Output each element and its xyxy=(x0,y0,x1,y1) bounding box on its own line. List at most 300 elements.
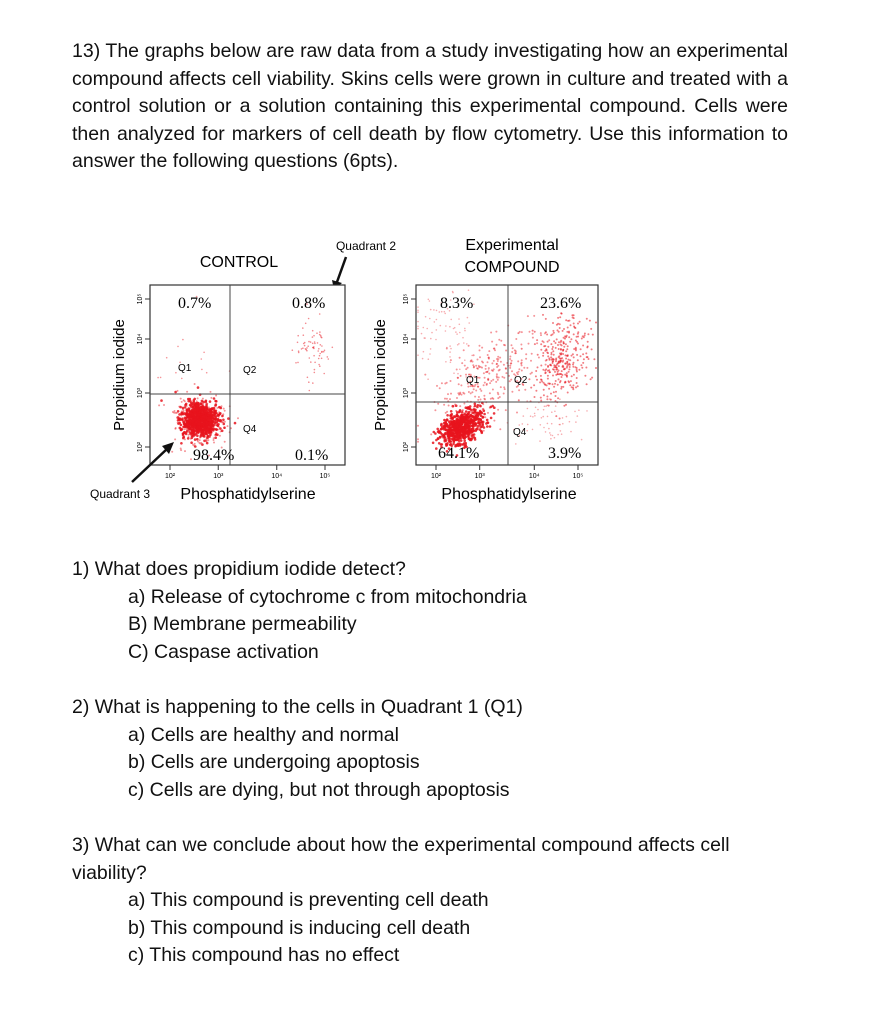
control-pct-q4: 0.1% xyxy=(295,447,329,464)
experimental-cell-event xyxy=(466,432,469,435)
control-cell-event xyxy=(222,421,224,423)
experimental-cell-event xyxy=(511,344,513,346)
experimental-axis-y-tick-label: 10⁵ xyxy=(403,293,410,305)
experimental-cell-event xyxy=(543,389,545,391)
experimental-cell-event xyxy=(453,372,455,374)
experimental-cell-event xyxy=(458,411,461,414)
experimental-pct-q3: 64.1% xyxy=(438,445,480,462)
experimental-cell-event xyxy=(588,358,590,360)
experimental-cell-event xyxy=(547,375,549,377)
experimental-cell-event xyxy=(518,389,520,391)
experimental-cell-event xyxy=(499,396,501,398)
experimental-cell-event xyxy=(496,373,498,375)
control-cell-event xyxy=(180,449,182,451)
control-cell-event xyxy=(295,362,297,364)
experimental-cell-event xyxy=(567,355,569,357)
experimental-cell-event xyxy=(580,364,582,366)
experimental-cell-event xyxy=(477,411,479,413)
experimental-axis-x-tick-label: 10⁵ xyxy=(572,473,584,480)
control-cell-event xyxy=(305,348,307,350)
control-cell-event xyxy=(197,412,199,414)
control-cell-event xyxy=(222,419,225,422)
control-cell-event xyxy=(312,347,314,349)
control-cell-event xyxy=(298,350,300,352)
control-cell-event xyxy=(323,373,325,375)
experimental-cell-event xyxy=(511,391,513,393)
experimental-cell-event xyxy=(425,316,427,318)
control-axis-x-tick-label: 10⁵ xyxy=(319,473,331,480)
control-cell-event xyxy=(318,358,320,360)
experimental-cell-event xyxy=(482,403,484,405)
experimental-cell-event xyxy=(551,423,553,425)
experimental-cell-event xyxy=(593,358,595,360)
experimental-cell-event xyxy=(535,390,537,392)
experimental-cell-event xyxy=(532,333,534,335)
control-cell-event xyxy=(194,430,196,432)
control-cell-event xyxy=(180,442,183,445)
experimental-title-line1: Experimental xyxy=(465,237,559,254)
experimental-cell-event xyxy=(457,377,459,379)
experimental-cell-event xyxy=(529,331,531,333)
experimental-cell-event xyxy=(484,416,486,418)
control-cell-event xyxy=(194,443,196,445)
control-cell-event xyxy=(212,428,214,430)
control-cell-event xyxy=(201,358,203,360)
control-cell-event xyxy=(186,391,188,393)
question-1-text: 1) What does propidium iodide detect? xyxy=(72,558,406,580)
control-cell-event xyxy=(181,410,183,412)
experimental-cell-event xyxy=(437,437,440,440)
control-cell-event xyxy=(199,431,201,433)
control-axis-y-tick-label: 10³ xyxy=(137,387,144,399)
experimental-cell-event xyxy=(470,392,472,394)
experimental-cell-event xyxy=(445,412,447,414)
experimental-cell-event xyxy=(481,367,483,369)
experimental-cell-event xyxy=(555,342,557,344)
control-cell-event xyxy=(176,412,178,414)
experimental-cell-event xyxy=(581,439,583,441)
control-cell-event xyxy=(297,342,299,344)
experimental-cell-event xyxy=(571,355,573,357)
experimental-cell-event xyxy=(565,350,567,352)
control-cell-event xyxy=(190,441,193,444)
experimental-cell-event xyxy=(448,439,451,442)
question-3-option-c: c) This compound has no effect xyxy=(128,944,400,966)
control-cell-event xyxy=(217,429,219,431)
control-cell-event xyxy=(297,362,299,364)
experimental-cell-event xyxy=(578,369,580,371)
experimental-cell-event xyxy=(559,424,561,426)
experimental-cell-event xyxy=(493,348,495,350)
experimental-cell-event xyxy=(586,318,588,320)
control-cell-event xyxy=(319,355,321,357)
control-cell-event xyxy=(189,407,191,409)
experimental-cell-event xyxy=(555,360,557,362)
control-cell-event xyxy=(234,422,237,425)
control-cell-event xyxy=(196,423,198,425)
experimental-cell-event xyxy=(562,353,564,355)
control-cell-event xyxy=(199,409,201,411)
experimental-cell-event xyxy=(549,371,551,373)
control-cell-event xyxy=(215,428,217,430)
experimental-cell-event xyxy=(547,346,549,348)
experimental-cell-event xyxy=(459,369,461,371)
experimental-cell-event xyxy=(447,419,449,421)
control-cell-event xyxy=(214,410,216,412)
control-cell-event xyxy=(327,356,329,358)
experimental-cell-event xyxy=(417,441,419,443)
experimental-cell-event xyxy=(515,443,517,445)
experimental-cell-event xyxy=(460,375,462,377)
control-cell-event xyxy=(317,350,319,352)
control-cell-event xyxy=(316,332,318,334)
experimental-cell-event xyxy=(473,303,475,305)
question-1-option-c: C) Caspase activation xyxy=(128,640,319,663)
experimental-cell-event xyxy=(540,334,542,336)
experimental-cell-event xyxy=(509,380,511,382)
experimental-cell-event xyxy=(564,381,566,383)
experimental-cell-event xyxy=(547,423,549,425)
experimental-cell-event xyxy=(569,366,571,368)
control-cell-event xyxy=(198,442,200,444)
control-cell-event xyxy=(190,404,192,406)
question-1-option-a: a) Release of cytochrome c from mitochondria xyxy=(128,585,527,608)
experimental-cell-event xyxy=(417,438,419,440)
experimental-cell-event xyxy=(436,319,438,321)
experimental-cell-event xyxy=(540,365,542,367)
experimental-cell-event xyxy=(510,362,512,364)
control-cell-event xyxy=(200,436,202,438)
experimental-cell-event xyxy=(530,415,532,417)
experimental-cell-event xyxy=(515,352,517,354)
experimental-cell-event xyxy=(463,418,466,421)
control-cell-event xyxy=(224,421,226,423)
experimental-cell-event xyxy=(479,356,481,358)
control-cell-event xyxy=(213,418,215,420)
experimental-cell-event xyxy=(489,392,491,394)
experimental-cell-event xyxy=(464,365,466,367)
experimental-cell-event xyxy=(488,369,490,371)
experimental-cell-event xyxy=(567,327,569,329)
experimental-cell-event xyxy=(482,362,484,364)
control-cell-event xyxy=(197,397,199,399)
experimental-cell-event xyxy=(429,318,431,320)
control-axis-x-tick-label: 10⁴ xyxy=(271,473,283,480)
experimental-cell-event xyxy=(548,357,550,359)
experimental-cell-event xyxy=(485,365,487,367)
experimental-cell-event xyxy=(467,421,470,424)
control-cell-event xyxy=(319,353,321,355)
experimental-cell-event xyxy=(567,320,569,322)
experimental-cell-event xyxy=(573,362,575,364)
experimental-cell-event xyxy=(548,369,550,371)
experimental-cell-event xyxy=(424,337,426,339)
experimental-cell-event xyxy=(527,408,529,410)
experimental-cell-event xyxy=(466,430,469,433)
experimental-cell-event xyxy=(489,407,491,409)
experimental-cell-event xyxy=(497,365,499,367)
experimental-cell-event xyxy=(595,322,597,324)
experimental-cell-event xyxy=(558,341,560,343)
experimental-cell-event xyxy=(460,384,462,386)
control-cell-event xyxy=(205,414,207,416)
experimental-cell-event xyxy=(444,423,447,426)
experimental-cell-event xyxy=(437,403,439,405)
experimental-cell-event xyxy=(551,359,553,361)
experimental-cell-event xyxy=(566,372,568,374)
control-cell-event xyxy=(173,412,175,414)
experimental-cell-event xyxy=(417,328,419,330)
control-cell-event xyxy=(308,381,310,383)
experimental-cell-event xyxy=(476,417,479,420)
experimental-cell-event xyxy=(535,407,537,409)
experimental-cell-event xyxy=(462,337,464,339)
experimental-cell-event xyxy=(586,356,588,358)
experimental-cell-event xyxy=(552,362,554,364)
experimental-cell-event xyxy=(456,369,458,371)
experimental-cell-event xyxy=(568,331,570,333)
control-cell-event xyxy=(208,408,210,410)
experimental-cell-event xyxy=(555,369,557,371)
experimental-cell-event xyxy=(581,338,583,340)
control-cell-event xyxy=(215,422,217,424)
experimental-cell-event xyxy=(479,388,481,390)
experimental-cell-event xyxy=(562,386,564,388)
control-cell-event xyxy=(215,401,217,403)
control-cell-event xyxy=(314,343,316,345)
experimental-cell-event xyxy=(468,322,470,324)
control-cell-event xyxy=(212,417,214,419)
control-cell-event xyxy=(174,438,176,440)
control-axis-x-tick-label: 10³ xyxy=(213,473,224,480)
experimental-cell-event xyxy=(543,409,545,411)
experimental-cell-event xyxy=(558,365,560,367)
experimental-cell-event xyxy=(528,378,530,380)
experimental-cell-event xyxy=(443,435,446,438)
experimental-cell-event xyxy=(566,348,568,350)
experimental-cell-event xyxy=(532,330,534,332)
experimental-cell-event xyxy=(554,371,556,373)
experimental-cell-event xyxy=(573,323,575,325)
control-cell-event xyxy=(190,414,192,416)
experimental-cell-event xyxy=(456,333,458,335)
experimental-cell-event xyxy=(553,340,555,342)
experimental-cell-event xyxy=(576,382,578,384)
control-cell-event xyxy=(202,425,204,427)
experimental-cell-event xyxy=(563,346,565,348)
control-cell-event xyxy=(189,428,192,431)
control-axis-x-tick-label: 10² xyxy=(164,473,176,480)
control-cell-event xyxy=(160,377,162,379)
control-cell-event xyxy=(207,439,209,441)
control-cell-event xyxy=(205,400,207,402)
experimental-cell-event xyxy=(472,430,475,433)
experimental-cell-event xyxy=(485,422,488,425)
control-cell-event xyxy=(203,433,205,435)
experimental-cell-event xyxy=(538,357,540,359)
experimental-cell-event xyxy=(444,432,447,435)
experimental-cell-event xyxy=(509,358,511,360)
experimental-cell-event xyxy=(565,354,567,356)
experimental-cell-event xyxy=(548,428,550,430)
experimental-cell-event xyxy=(473,427,475,429)
experimental-cell-event xyxy=(554,383,556,385)
experimental-cell-event xyxy=(553,391,555,393)
experimental-cell-event xyxy=(537,409,539,411)
experimental-cell-event xyxy=(479,349,481,351)
experimental-cell-event xyxy=(463,403,465,405)
experimental-cell-event xyxy=(560,388,562,390)
control-cell-event xyxy=(183,399,185,401)
experimental-cell-event xyxy=(477,415,479,417)
control-cell-event xyxy=(192,423,194,425)
experimental-cell-event xyxy=(446,347,448,349)
experimental-cell-event xyxy=(450,380,452,382)
experimental-cell-event xyxy=(573,333,575,335)
control-cell-event xyxy=(206,372,208,374)
experimental-axis-y-tick-label: 10³ xyxy=(403,387,410,399)
control-cell-event xyxy=(204,407,206,409)
control-cell-event xyxy=(188,422,190,424)
control-cell-event xyxy=(202,398,204,400)
control-cell-event xyxy=(184,450,186,452)
control-cell-event xyxy=(213,423,215,425)
control-cell-event xyxy=(306,350,308,352)
experimental-cell-event xyxy=(587,341,589,343)
experimental-cell-event xyxy=(503,393,505,395)
experimental-cell-event xyxy=(525,353,527,355)
experimental-cell-event xyxy=(492,379,494,381)
experimental-cell-event xyxy=(464,330,466,332)
experimental-cell-event xyxy=(446,414,449,417)
control-cell-event xyxy=(321,351,323,353)
control-cell-event xyxy=(191,408,193,410)
experimental-cell-event xyxy=(584,335,586,337)
experimental-pct-q1: 8.3% xyxy=(440,295,474,312)
control-cell-event xyxy=(304,345,306,347)
experimental-cell-event xyxy=(479,404,481,406)
control-cell-event xyxy=(219,435,221,437)
experimental-cell-event xyxy=(521,364,523,366)
experimental-cell-event xyxy=(443,404,445,406)
experimental-cell-event xyxy=(475,424,478,427)
experimental-cell-event xyxy=(546,384,548,386)
experimental-cell-event xyxy=(559,323,561,325)
question-2-option-c: c) Cells are dying, but not through apoptosis xyxy=(128,778,510,801)
experimental-cell-event xyxy=(576,377,578,379)
experimental-cell-event xyxy=(565,343,567,345)
experimental-cell-event xyxy=(522,423,524,425)
experimental-q4-label: Q4 xyxy=(513,427,527,438)
experimental-cell-event xyxy=(422,358,424,360)
control-cell-event xyxy=(201,369,203,371)
experimental-cell-event xyxy=(495,331,497,333)
experimental-cell-event xyxy=(566,416,568,418)
quadrant2-callout: Quadrant 2 xyxy=(335,239,397,253)
control-cell-event xyxy=(205,431,208,434)
control-axis-y-tick-label: 10⁵ xyxy=(137,293,144,305)
experimental-cell-event xyxy=(457,373,459,375)
experimental-cell-event xyxy=(492,398,494,400)
experimental-cell-event xyxy=(583,358,585,360)
control-cell-event xyxy=(213,407,216,410)
experimental-cell-event xyxy=(542,340,544,342)
experimental-cell-event xyxy=(569,421,571,423)
control-cell-event xyxy=(308,318,310,320)
experimental-cell-event xyxy=(570,338,572,340)
experimental-cell-event xyxy=(450,393,452,395)
experimental-cell-event xyxy=(449,345,451,347)
control-cell-event xyxy=(194,383,196,385)
experimental-cell-event xyxy=(463,393,465,395)
experimental-cell-event xyxy=(457,417,459,419)
experimental-cell-event xyxy=(471,415,474,418)
experimental-cell-event xyxy=(543,345,545,347)
experimental-cell-event xyxy=(552,330,554,332)
experimental-cell-event xyxy=(490,332,492,334)
experimental-cell-event xyxy=(500,386,502,388)
control-cell-event xyxy=(202,421,204,423)
experimental-cell-event xyxy=(540,332,542,334)
control-cell-event xyxy=(304,342,306,344)
control-cell-event xyxy=(312,336,314,338)
control-cell-event xyxy=(199,439,201,441)
experimental-cell-event xyxy=(457,436,460,439)
experimental-axis-y-tick-label: 10⁴ xyxy=(403,333,410,345)
experimental-cell-event xyxy=(453,420,456,423)
experimental-cell-event xyxy=(589,320,591,322)
experimental-cell-event xyxy=(483,395,485,397)
experimental-title-line2: COMPOUND xyxy=(464,259,560,276)
experimental-cell-event xyxy=(488,350,490,352)
control-cell-event xyxy=(186,413,188,415)
control-cell-event xyxy=(210,427,212,429)
control-cell-event xyxy=(199,405,201,407)
experimental-cell-event xyxy=(480,430,483,433)
experimental-cell-event xyxy=(453,405,455,407)
experimental-cell-event xyxy=(468,391,470,393)
control-xlabel: Phosphatidylserine xyxy=(180,486,316,503)
experimental-axis-y-tick-label: 10² xyxy=(403,441,410,453)
experimental-cell-event xyxy=(496,363,498,365)
control-cell-event xyxy=(184,428,186,430)
experimental-cell-event xyxy=(545,364,547,366)
experimental-cell-event xyxy=(533,315,535,317)
experimental-cell-event xyxy=(498,377,500,379)
experimental-cell-event xyxy=(483,430,485,432)
experimental-cell-event xyxy=(459,332,461,334)
experimental-cell-event xyxy=(583,336,585,338)
experimental-cell-event xyxy=(568,359,570,361)
control-cell-event xyxy=(196,400,198,402)
experimental-cell-event xyxy=(517,360,519,362)
question-2-option-b: b) Cells are undergoing apoptosis xyxy=(128,751,420,773)
experimental-cell-event xyxy=(521,370,523,372)
experimental-cell-event xyxy=(488,367,490,369)
experimental-cell-event xyxy=(595,367,597,369)
experimental-q2-label: Q2 xyxy=(514,375,528,386)
experimental-cell-event xyxy=(503,377,505,379)
experimental-cell-event xyxy=(540,379,542,381)
experimental-cell-event xyxy=(458,383,460,385)
experimental-cell-event xyxy=(579,321,581,323)
control-cell-event xyxy=(318,348,320,350)
experimental-cell-event xyxy=(552,333,554,335)
experimental-cell-event xyxy=(591,348,593,350)
experimental-cell-event xyxy=(554,411,556,413)
experimental-cell-event xyxy=(491,369,493,371)
experimental-cell-event xyxy=(540,343,542,345)
